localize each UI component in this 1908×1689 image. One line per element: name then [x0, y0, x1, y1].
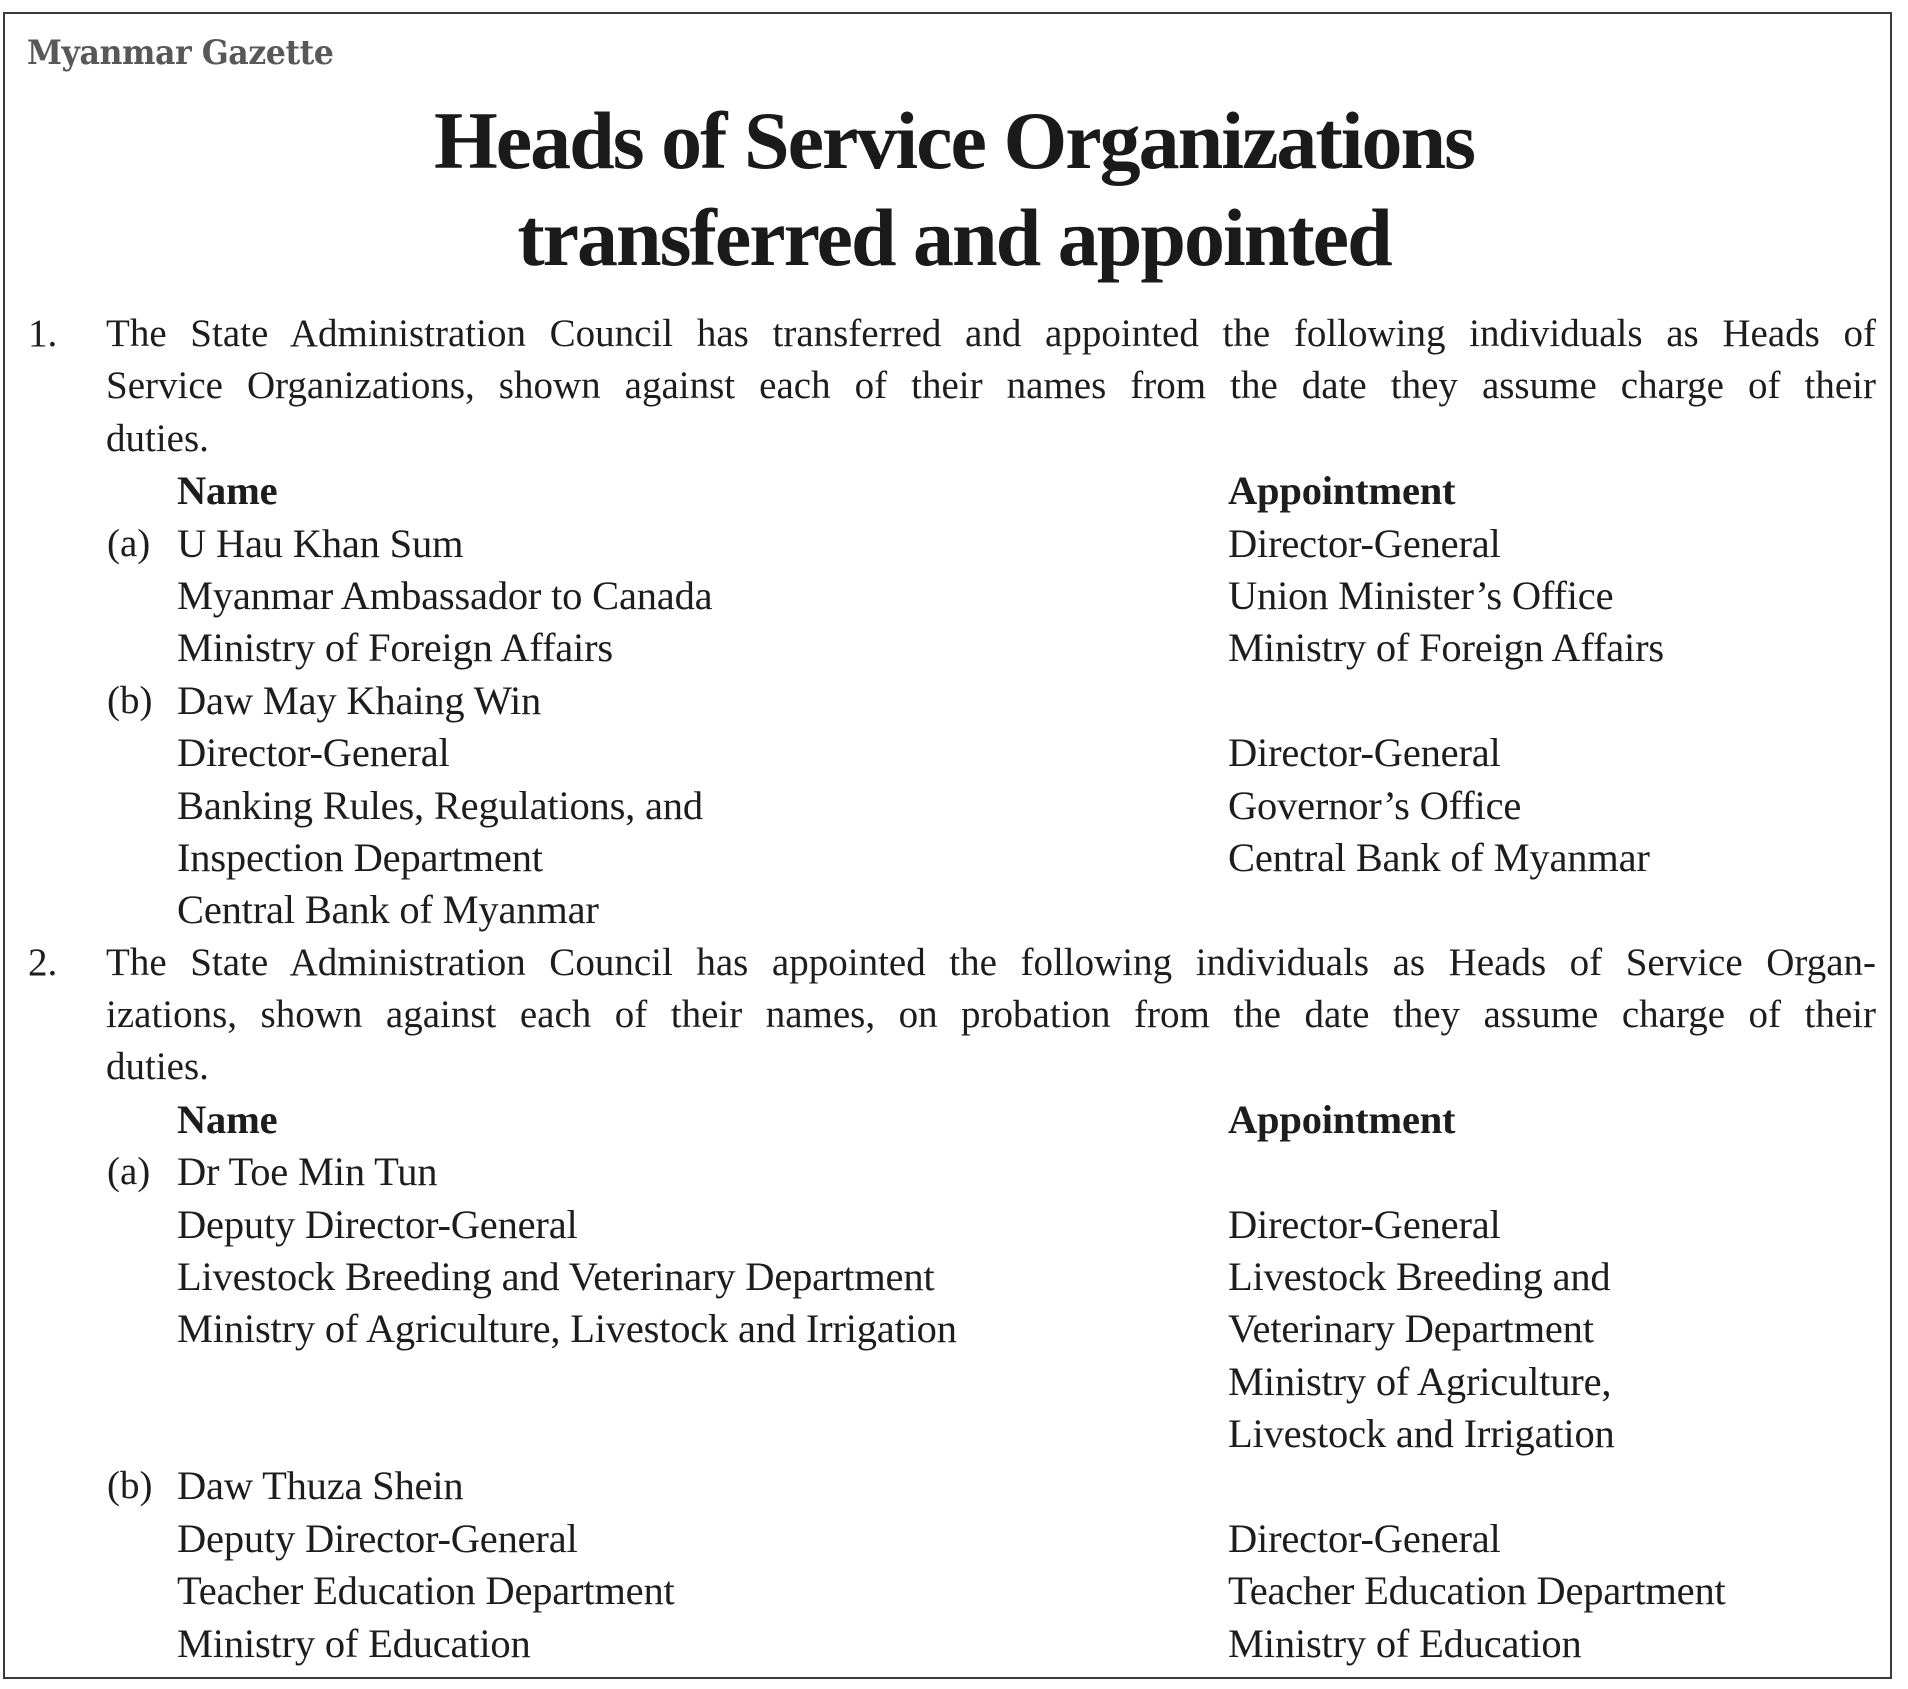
column-header-name: Name — [177, 468, 278, 513]
section-number: 1. — [28, 312, 58, 355]
current-position: Teacher Education Department — [177, 1568, 675, 1613]
person-name: Daw Thuza Shein — [177, 1463, 464, 1508]
person-name: Dr Toe Min Tun — [177, 1149, 438, 1194]
current-position: Director-General — [177, 730, 450, 775]
column-header-appointment: Appointment — [1228, 468, 1456, 513]
column-header-name: Name — [177, 1097, 278, 1142]
paragraph-line: The State Administration Council has appointed the following individuals as Heads of Service Organ- — [106, 941, 1876, 984]
appointment-line: Director-General — [1228, 521, 1501, 566]
paragraph-line: izations, shown against each of their names, on probation from the date they assume charge of their — [106, 993, 1876, 1036]
current-position: Banking Rules, Regulations, and — [177, 783, 703, 828]
entry-label: (a) — [107, 1150, 151, 1193]
appointment-line: Teacher Education Department — [1228, 1568, 1726, 1613]
appointment-line: Ministry of Education — [1228, 1621, 1582, 1666]
masthead: Myanmar Gazette — [27, 33, 334, 73]
entry-label: (b) — [107, 679, 153, 722]
person-name: Daw May Khaing Win — [177, 678, 542, 723]
appointment-line: Union Minister’s Office — [1228, 573, 1614, 618]
person-name: U Hau Khan Sum — [177, 521, 464, 566]
current-position: Deputy Director-General — [177, 1516, 578, 1561]
current-position: Inspection Department — [177, 835, 543, 880]
paragraph-line: The State Administration Council has transferred and appointed the following individuals as Heads of — [106, 312, 1876, 355]
column-header-appointment: Appointment — [1228, 1097, 1456, 1142]
appointment-line: Director-General — [1228, 730, 1501, 775]
appointment-line: Ministry of Agriculture, — [1228, 1359, 1612, 1404]
appointment-line: Central Bank of Myanmar — [1228, 835, 1650, 880]
paragraph-line: Service Organizations, shown against each of their names from the date they assume charge of their — [106, 364, 1876, 407]
entry-label: (a) — [107, 522, 151, 565]
headline-line-1: Heads of Service Organizations — [433, 95, 1475, 186]
current-position: Ministry of Education — [177, 1621, 531, 1666]
paragraph-line: duties. — [106, 1045, 209, 1088]
appointment-line: Veterinary Department — [1228, 1306, 1594, 1351]
current-position: Ministry of Agriculture, Livestock and Irrigation — [177, 1306, 957, 1351]
current-position: Livestock Breeding and Veterinary Department — [177, 1254, 935, 1299]
appointment-line: Director-General — [1228, 1516, 1501, 1561]
current-position: Myanmar Ambassador to Canada — [177, 573, 713, 618]
paragraph-line: duties. — [106, 417, 209, 460]
section-number: 2. — [28, 941, 58, 984]
appointment-line: Ministry of Foreign Affairs — [1228, 625, 1664, 670]
entry-label: (b) — [107, 1464, 153, 1507]
appointment-line: Director-General — [1228, 1202, 1501, 1247]
appointment-line: Livestock Breeding and — [1228, 1254, 1611, 1299]
headline-line-2: transferred and appointed — [517, 192, 1391, 283]
appointment-line: Governor’s Office — [1228, 783, 1522, 828]
current-position: Central Bank of Myanmar — [177, 887, 599, 932]
current-position: Deputy Director-General — [177, 1202, 578, 1247]
current-position: Ministry of Foreign Affairs — [177, 625, 613, 670]
appointment-line: Livestock and Irrigation — [1228, 1411, 1615, 1456]
